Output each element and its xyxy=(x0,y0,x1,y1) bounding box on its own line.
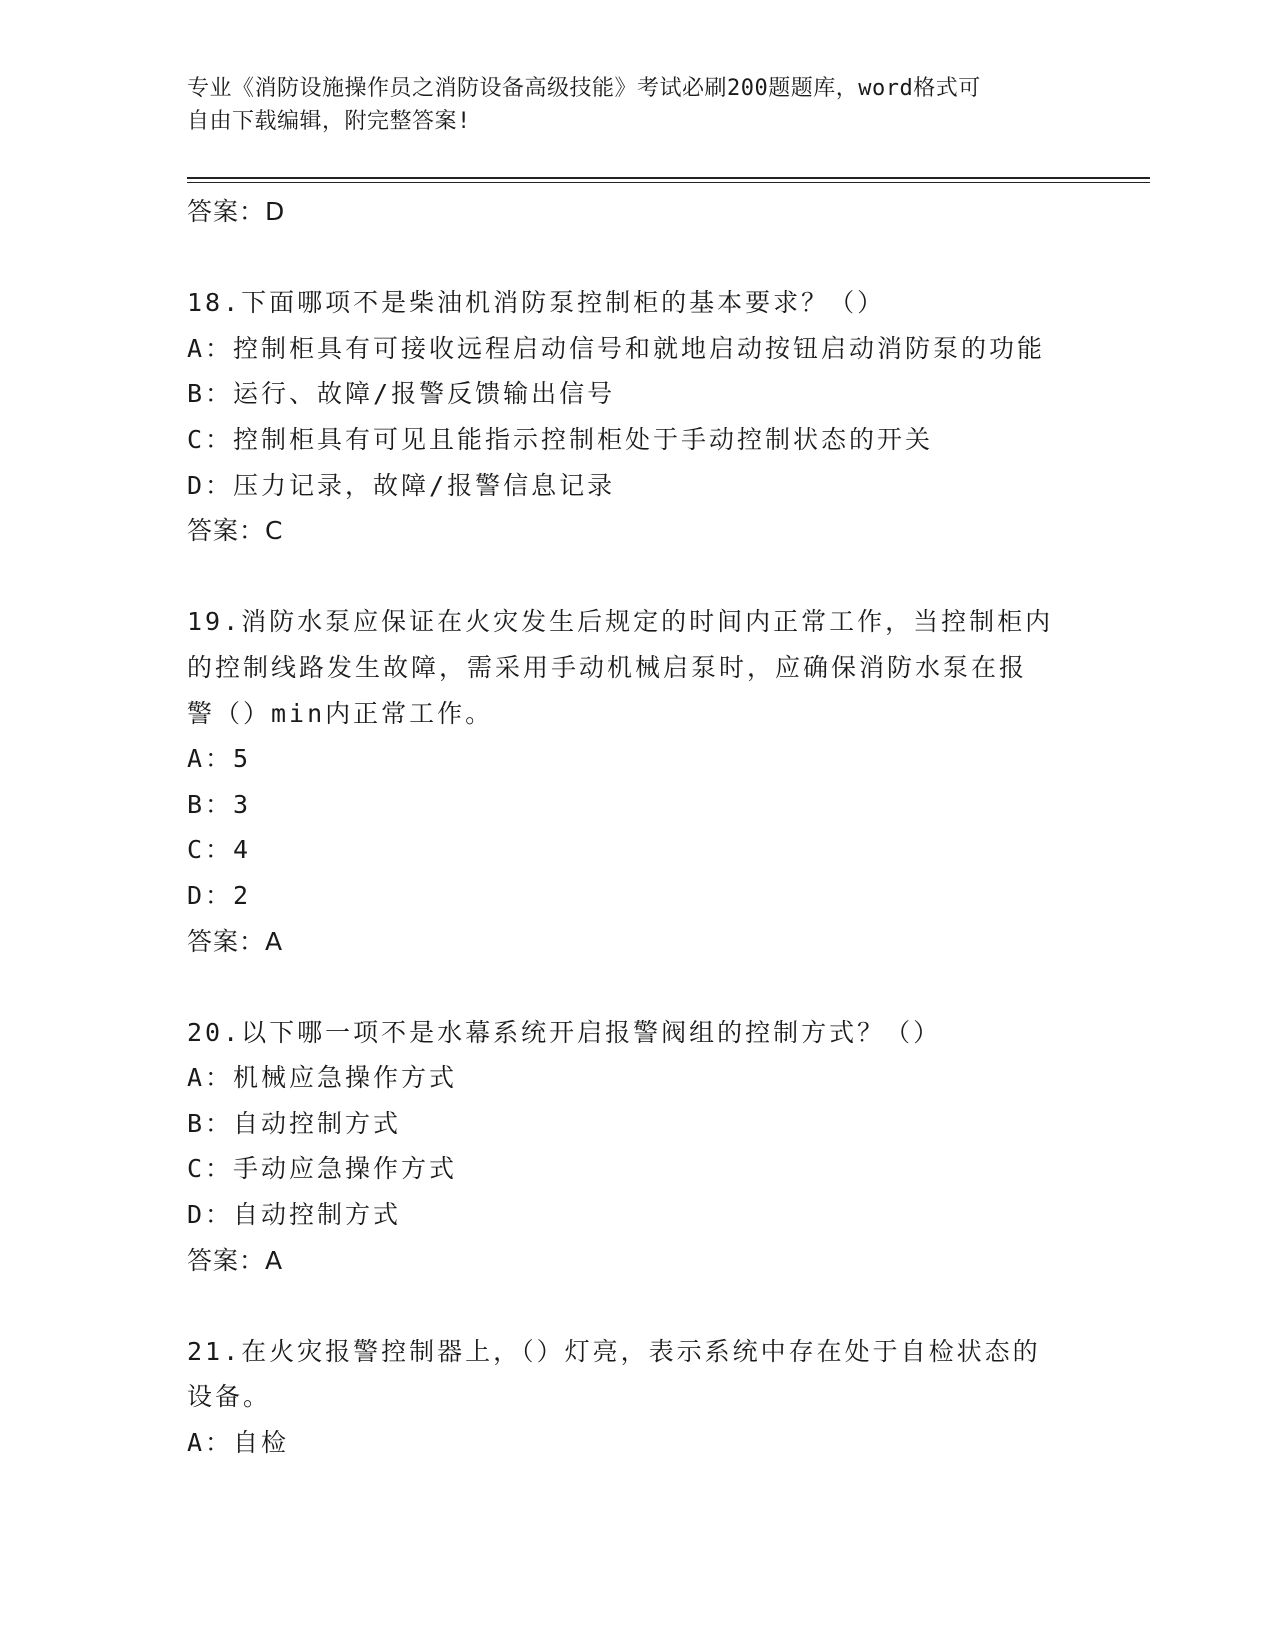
question-20 xyxy=(187,1010,1087,1284)
option-c: C：4 xyxy=(187,835,252,865)
answer-line: 答案：D xyxy=(187,197,286,226)
header-line-1: 专业《消防设施操作员之消防设备高级技能》考试必刷200题题库，word格式可 xyxy=(187,76,981,101)
option-c: C：手动应急操作方式 xyxy=(187,1154,458,1184)
header-line-2: 自由下载编辑，附完整答案! xyxy=(187,109,471,134)
question-text: 19.消防水泵应保证在火灾发生后规定的时间内正常工作，当控制柜内 xyxy=(187,607,1054,637)
spacer xyxy=(187,1283,1087,1329)
question-19 xyxy=(187,599,1087,964)
option-a: A：5 xyxy=(187,744,252,774)
option-a: A：自检 xyxy=(187,1428,290,1458)
question-21 xyxy=(187,1329,1087,1466)
option-b: B：运行、故障/报警反馈输出信号 xyxy=(187,379,616,409)
spacer xyxy=(187,235,1087,281)
option-b: B：3 xyxy=(187,789,252,819)
question-text: 的控制线路发生故障，需采用手动机械启泵时，应确保消防水泵在报 xyxy=(187,652,1028,682)
option-a: A：机械应急操作方式 xyxy=(187,1063,458,1093)
option-a: A：控制柜具有可接收远程启动信号和就地启动按钮启动消防泵的功能 xyxy=(187,333,1046,363)
answer-line: 答案：A xyxy=(187,1245,284,1275)
option-c: C：控制柜具有可见且能指示控制柜处于手动控制状态的开关 xyxy=(187,424,934,454)
question-text: 21.在火灾报警控制器上，（）灯亮，表示系统中存在处于自检状态的 xyxy=(187,1336,1041,1366)
spacer xyxy=(187,554,1087,600)
header-rule-thick xyxy=(187,177,1150,179)
spacer xyxy=(187,964,1087,1010)
question-list xyxy=(187,189,1087,1466)
option-d: D：2 xyxy=(187,880,252,910)
option-d: D：自动控制方式 xyxy=(187,1200,402,1230)
answer-line: 答案：C xyxy=(187,516,284,546)
document-header xyxy=(187,72,1067,138)
question-text: 18.下面哪项不是柴油机消防泵控制柜的基本要求？（） xyxy=(187,288,886,318)
option-b: B：自动控制方式 xyxy=(187,1108,402,1138)
question-text: 警（）min内正常工作。 xyxy=(187,698,494,728)
answer-line: 答案：A xyxy=(187,926,284,956)
option-d: D：压力记录，故障/报警信息记录 xyxy=(187,470,616,500)
question-18 xyxy=(187,280,1087,554)
question-text: 20.以下哪一项不是水幕系统开启报警阀组的控制方式？（） xyxy=(187,1017,942,1047)
question-text: 设备。 xyxy=(187,1382,272,1412)
header-rule-thin xyxy=(187,182,1150,183)
